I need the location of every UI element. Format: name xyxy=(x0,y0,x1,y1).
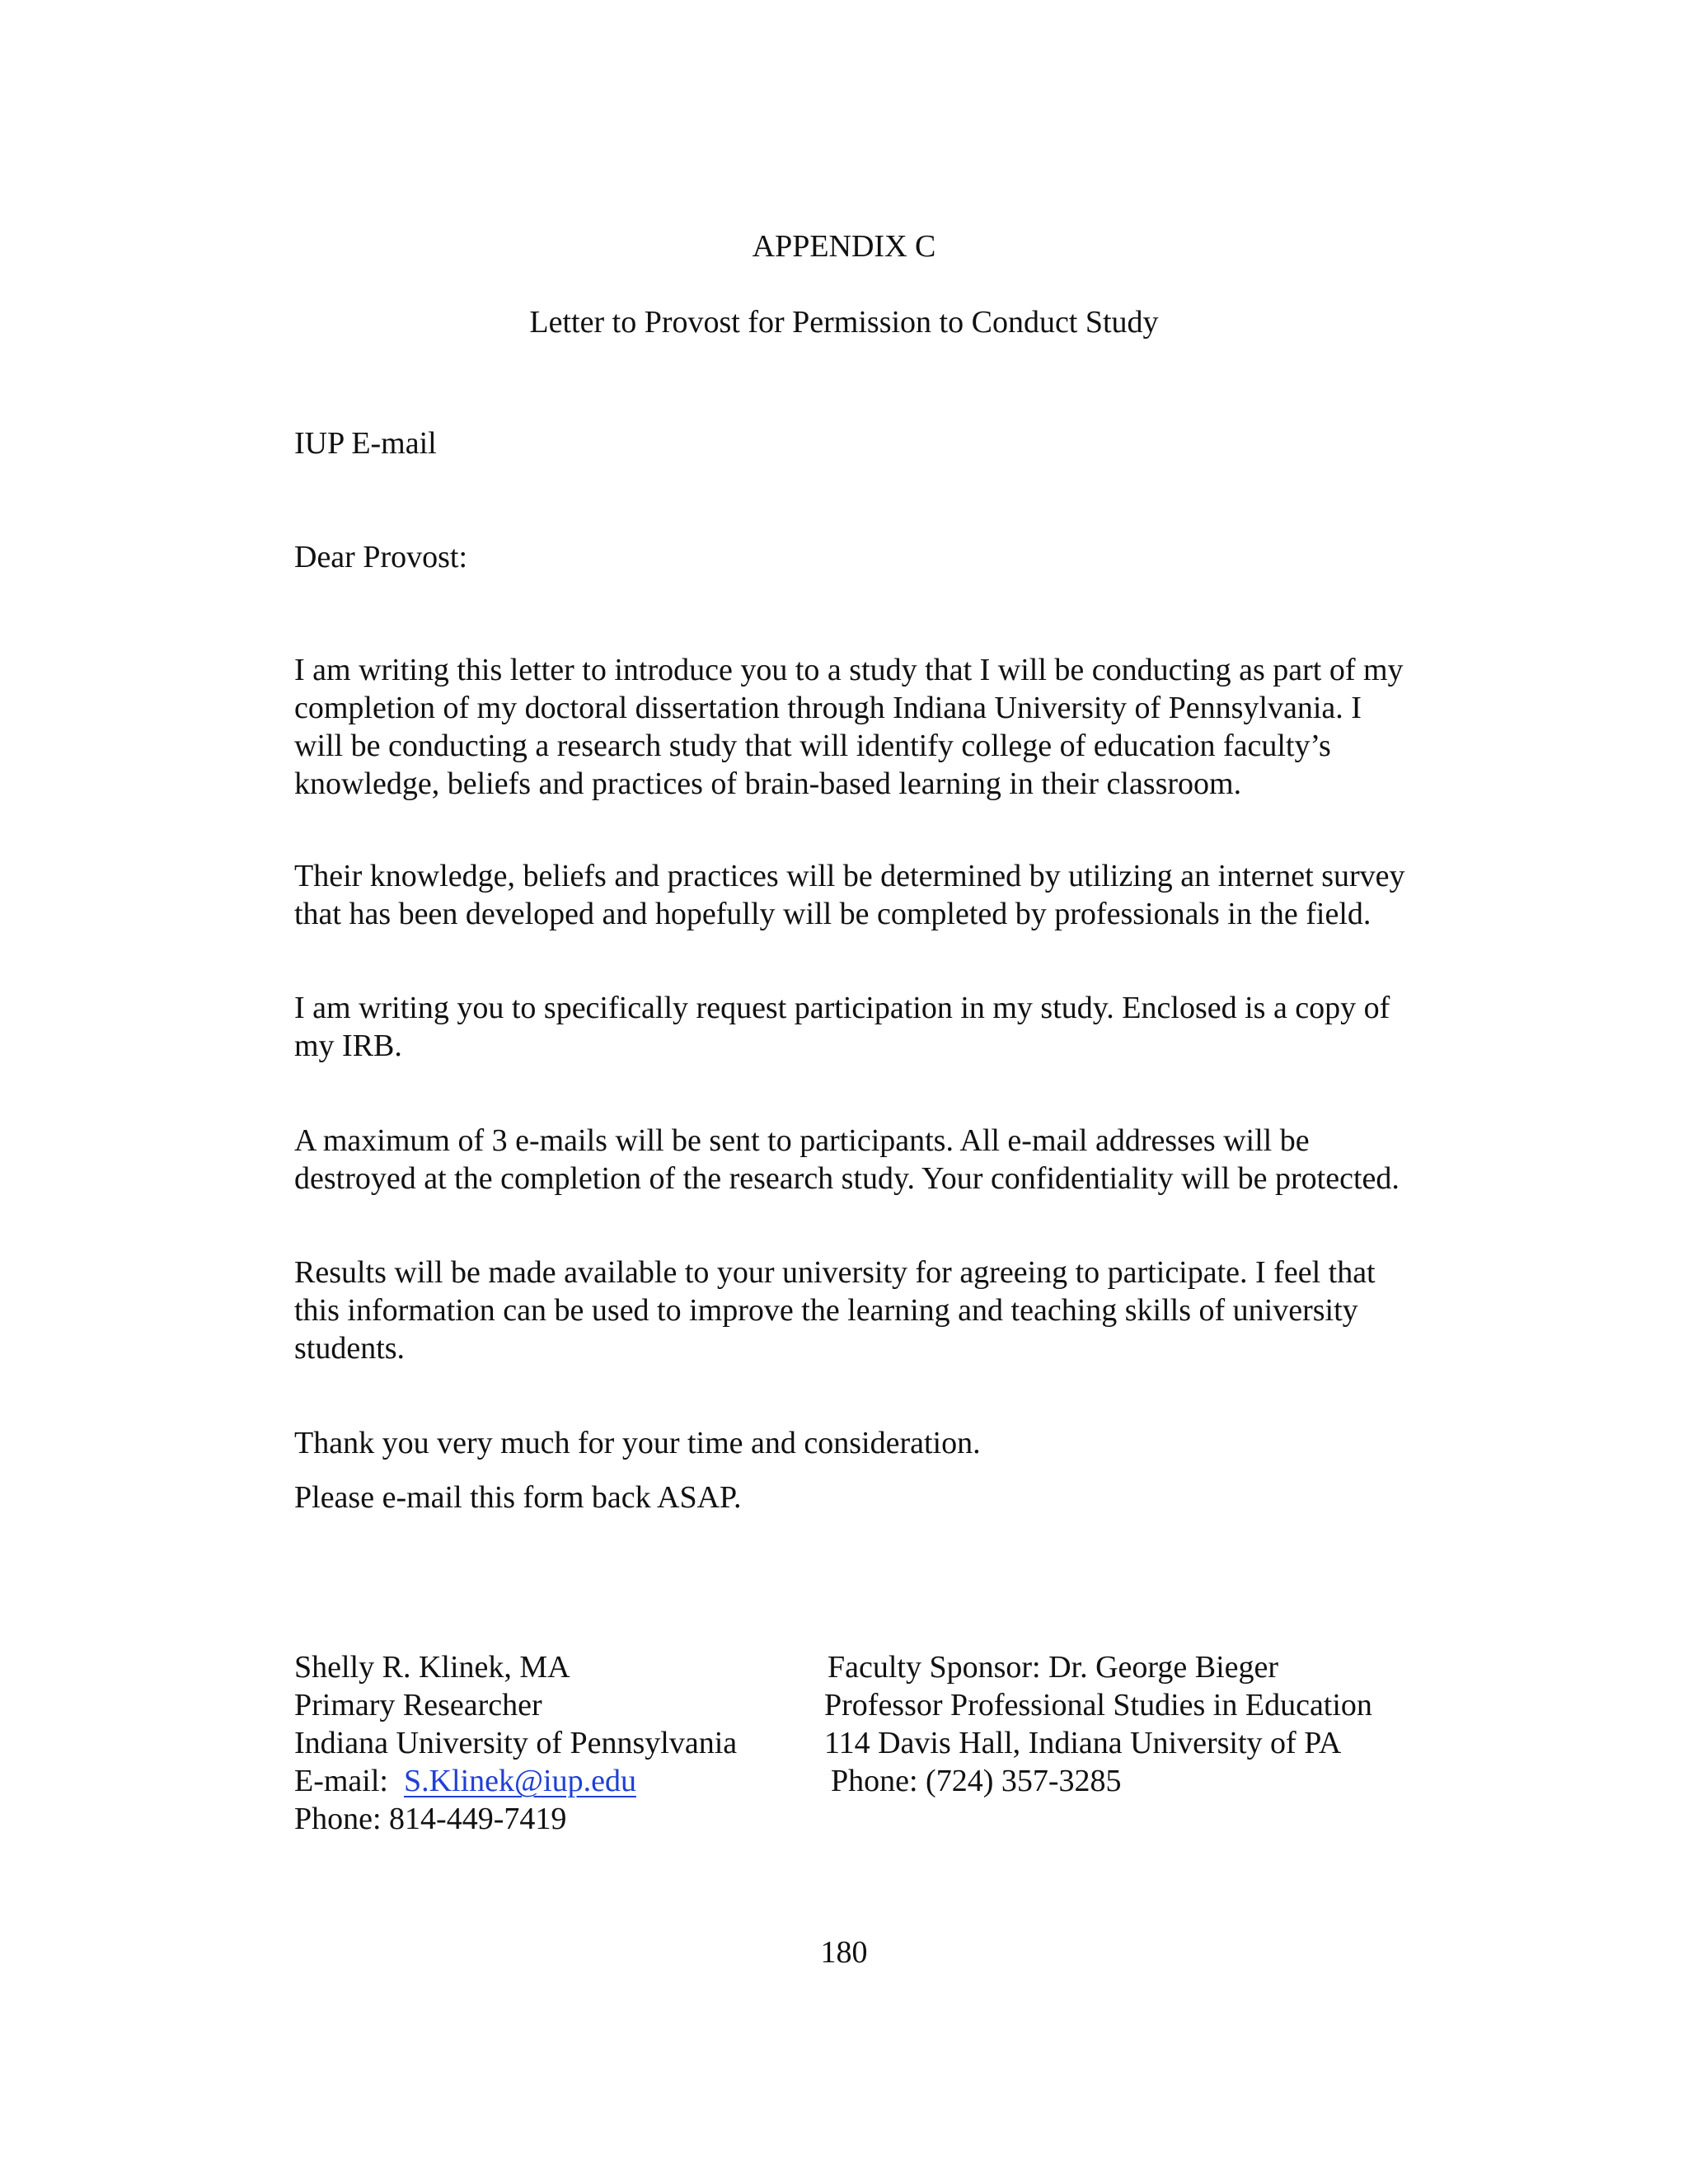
sponsor-name: Faculty Sponsor: Dr. George Bieger xyxy=(828,1650,1279,1685)
paragraph-line: I am writing this letter to introduce you to a study that I will be conducting as part of my xyxy=(294,653,1404,687)
paragraph-line: completion of my doctoral dissertation through Indiana University of Pennsylvania. I xyxy=(294,691,1362,725)
paragraph-line: this information can be used to improve the learning and teaching skills of university xyxy=(294,1293,1358,1328)
paragraph-line: that has been developed and hopefully will be completed by professionals in the field. xyxy=(294,897,1372,931)
delivery-method: IUP E-mail xyxy=(294,426,437,461)
page-number: 180 xyxy=(820,1935,868,1970)
body-paragraph xyxy=(294,651,1404,803)
closing-thanks: Thank you very much for your time and consideration. xyxy=(294,1426,981,1460)
paragraph-line: will be conducting a research study that will identify college of education faculty’s xyxy=(294,729,1331,763)
body-paragraph xyxy=(294,989,1390,1065)
researcher-phone: Phone: 814-449-7419 xyxy=(294,1802,567,1836)
paragraph-line: my IRB. xyxy=(294,1029,402,1063)
paragraph-line: I am writing you to specifically request participation in my study. Enclosed is a copy of xyxy=(294,991,1390,1025)
paragraph-line: Their knowledge, beliefs and practices will be determined by utilizing an internet survey xyxy=(294,859,1405,893)
body-paragraph xyxy=(294,857,1405,933)
paragraph-line: A maximum of 3 e-mails will be sent to participants. All e-mail addresses will be xyxy=(294,1123,1310,1158)
researcher-role: Primary Researcher xyxy=(294,1688,542,1722)
return-request: Please e-mail this form back ASAP. xyxy=(294,1480,742,1515)
email-label: E-mail: xyxy=(294,1764,388,1798)
paragraph-line: Results will be made available to your university for agreeing to participate. I feel that xyxy=(294,1255,1376,1290)
sponsor-phone: Phone: (724) 357-3285 xyxy=(831,1764,1122,1798)
researcher-institution: Indiana University of Pennsylvania xyxy=(294,1726,738,1760)
researcher-signature-block xyxy=(294,1648,737,1838)
body-paragraph xyxy=(294,1254,1376,1367)
paragraph-line: knowledge, beliefs and practices of brain-based learning in their classroom. xyxy=(294,766,1242,801)
sponsor-address: 114 Davis Hall, Indiana University of PA xyxy=(824,1726,1342,1760)
sponsor-role: Professor Professional Studies in Education xyxy=(824,1688,1372,1722)
researcher-email-line xyxy=(294,1762,737,1800)
email-link[interactable]: S.Klinek@iup.edu xyxy=(403,1764,636,1798)
paragraph-line: destroyed at the completion of the research study. Your confidentiality will be protected. xyxy=(294,1161,1400,1196)
paragraph-line: students. xyxy=(294,1331,406,1366)
salutation: Dear Provost: xyxy=(294,540,468,574)
page-title: Letter to Provost for Permission to Conduct Study xyxy=(529,305,1159,340)
researcher-name: Shelly R. Klinek, MA xyxy=(294,1650,570,1685)
body-paragraph xyxy=(294,1122,1400,1197)
sponsor-signature-block xyxy=(824,1648,1372,1800)
appendix-heading: APPENDIX C xyxy=(752,229,936,264)
